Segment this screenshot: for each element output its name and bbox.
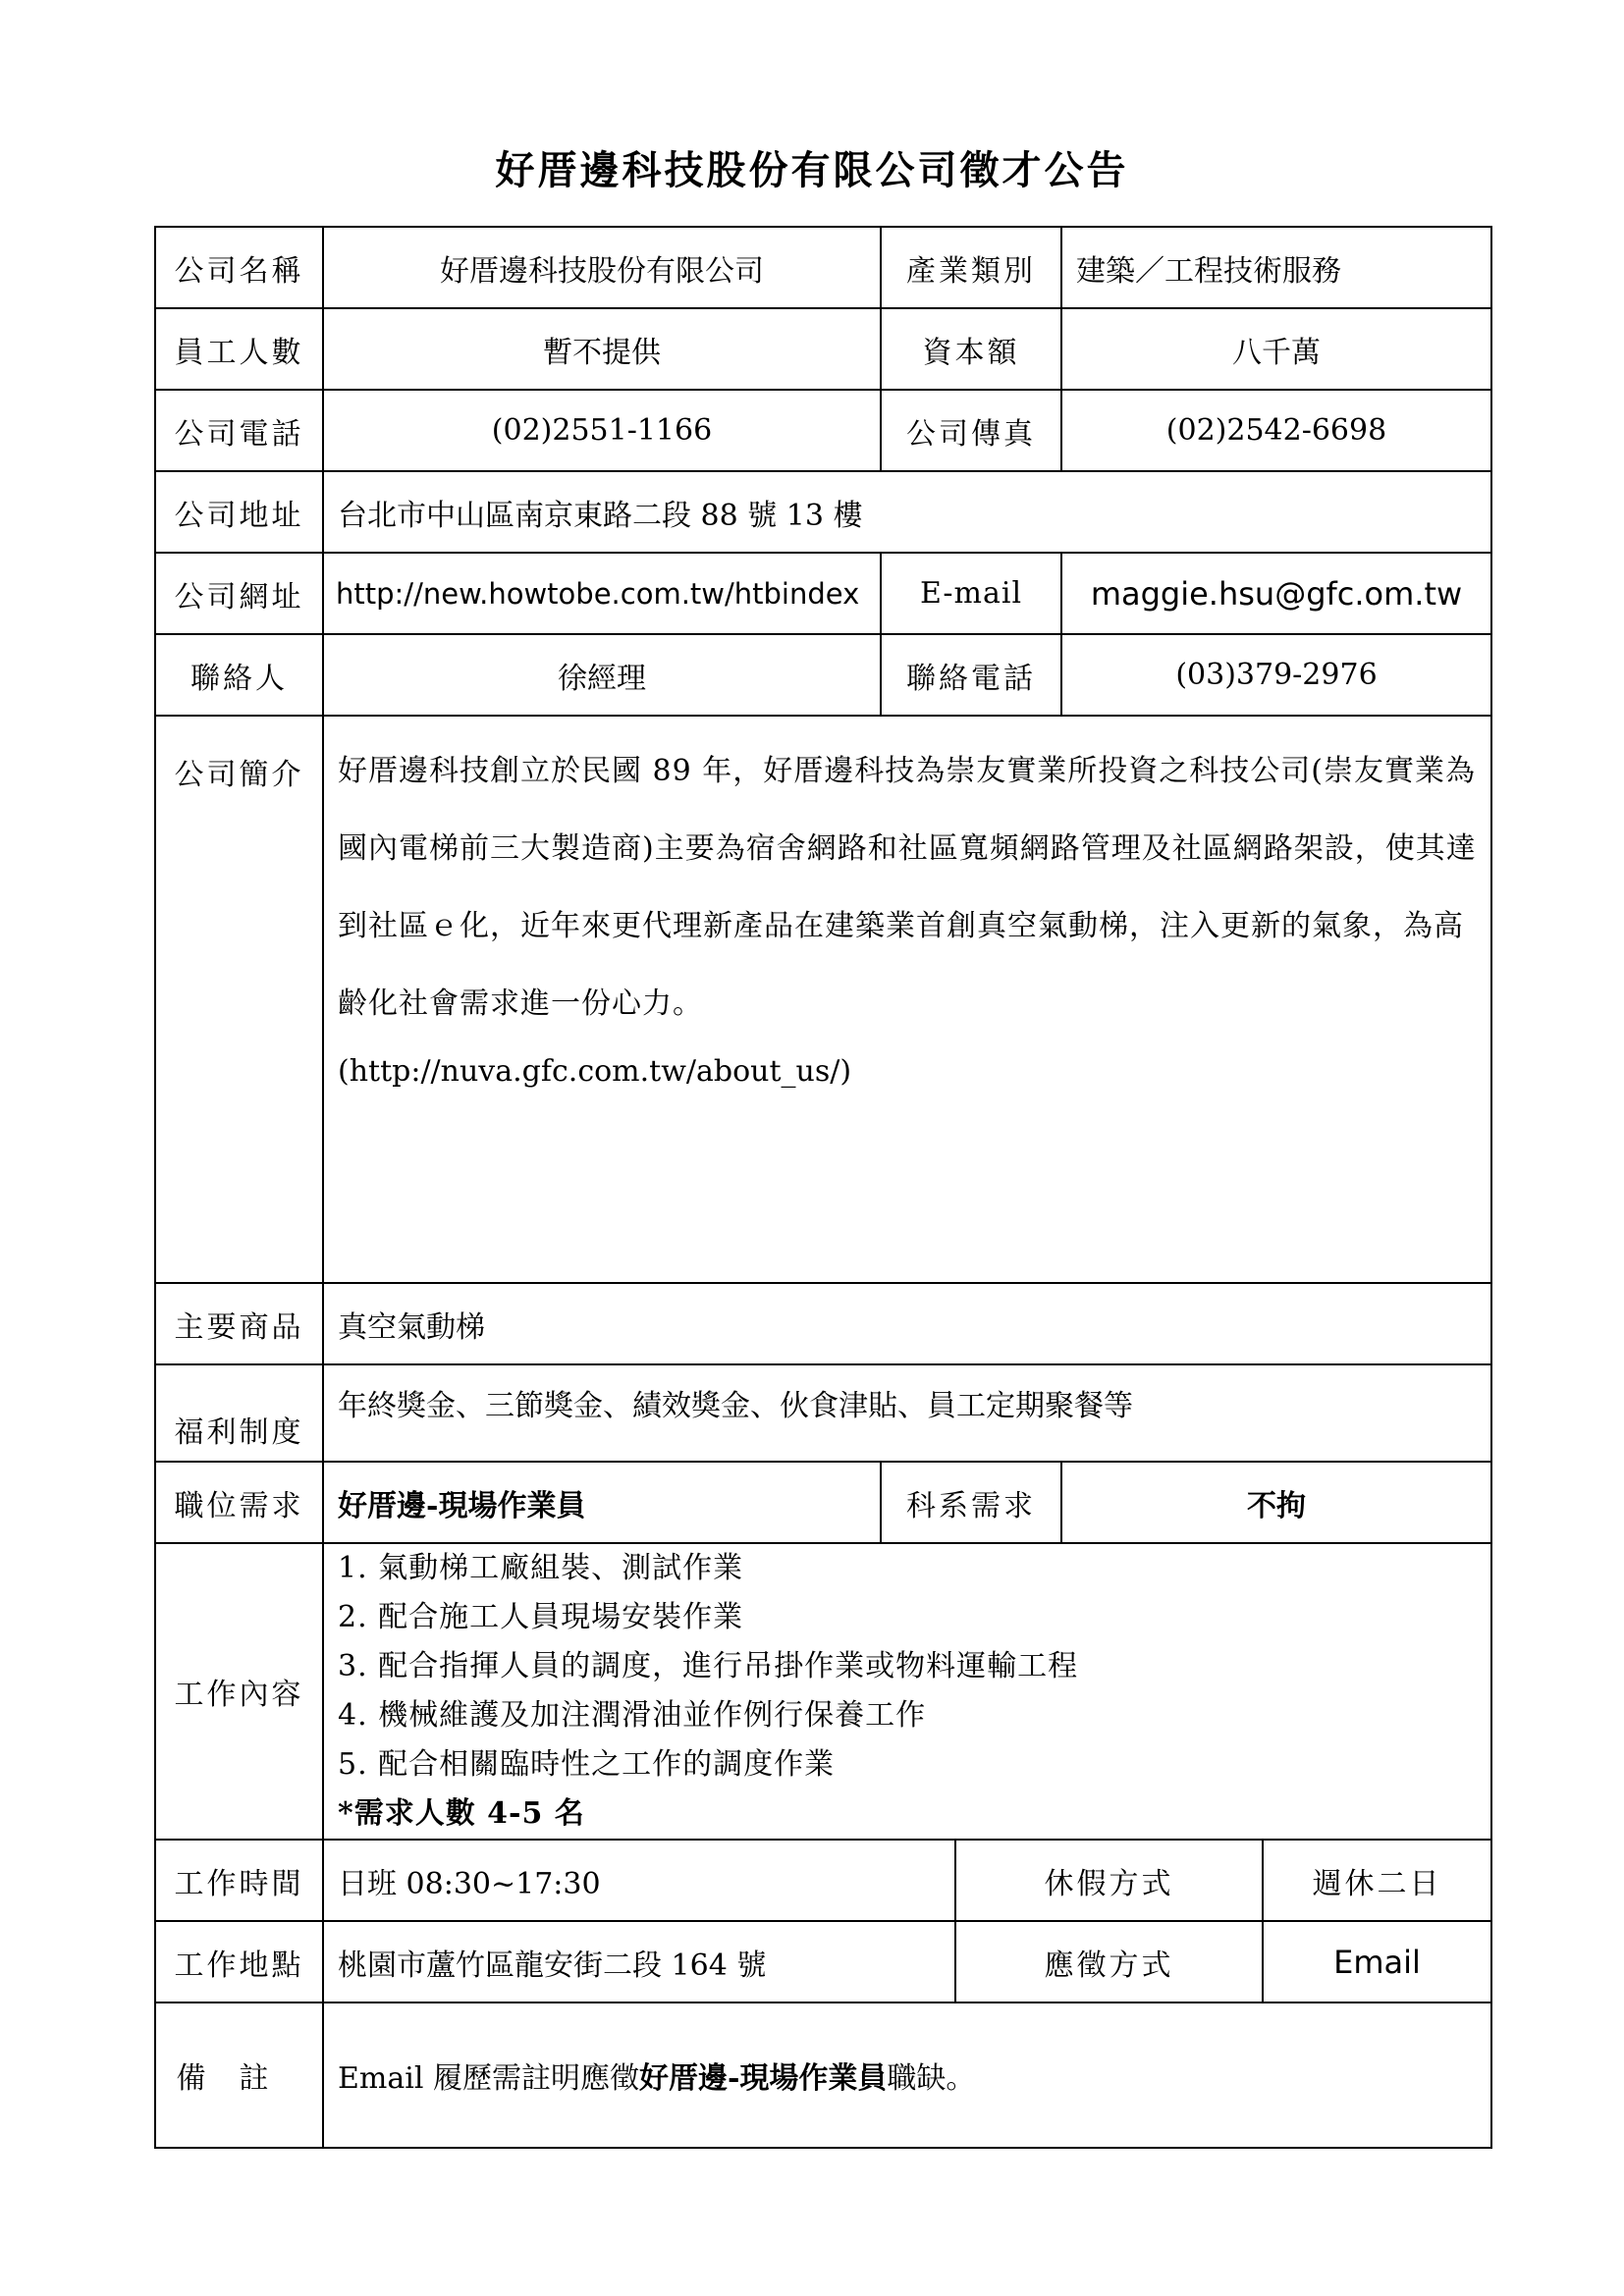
leave-value: 週休二日 <box>1263 1840 1491 1921</box>
row-company-name <box>155 227 1491 308</box>
duty-item: 5. 配合相關臨時性之工作的調度作業 <box>338 1747 836 1782</box>
duties-label: 工作內容 <box>155 1543 323 1840</box>
intro-cell <box>323 716 1491 1283</box>
row-benefits <box>155 1364 1491 1462</box>
industry-value: 建築／工程技術服務 <box>1061 227 1491 308</box>
website-link[interactable]: http://new.howtobe.com.tw/htbindex <box>323 553 881 634</box>
intro-label: 公司簡介 <box>155 716 323 1283</box>
leave-label: 休假方式 <box>955 1840 1263 1921</box>
headcount-note: *需求人數 4-5 名 <box>338 1796 585 1831</box>
note-label-cell <box>155 2002 323 2148</box>
note-position: 好厝邊-現場作業員 <box>638 2061 888 2096</box>
position-label: 職位需求 <box>155 1462 323 1543</box>
row-contact <box>155 634 1491 716</box>
products-value: 真空氣動梯 <box>323 1283 1491 1364</box>
company-name-value: 好厝邊科技股份有限公司 <box>323 227 881 308</box>
contact-phone-value: (03)379-2976 <box>1061 634 1491 716</box>
duties-cell <box>323 1543 1491 1840</box>
job-posting-table <box>154 226 1492 2149</box>
row-hours <box>155 1840 1491 1921</box>
duty-item: 1. 氣動梯工廠組裝、測試作業 <box>338 1551 744 1585</box>
hours-value: 日班 08:30~17:30 <box>323 1840 955 1921</box>
phone-value: (02)2551-1166 <box>323 390 881 471</box>
duty-item: 4. 機械維護及加注潤滑油並作例行保養工作 <box>338 1698 927 1733</box>
row-website <box>155 553 1491 634</box>
position-value: 好厝邊-現場作業員 <box>323 1462 881 1543</box>
row-note <box>155 2002 1491 2148</box>
dept-value: 不拘 <box>1061 1462 1491 1543</box>
email-label: E-mail <box>881 553 1061 634</box>
contact-label: 聯絡人 <box>155 634 323 716</box>
company-intro-link[interactable]: (http://nuva.gfc.com.tw/about_us/) <box>338 1054 852 1089</box>
row-duties <box>155 1543 1491 1840</box>
products-label: 主要商品 <box>155 1283 323 1364</box>
contact-value: 徐經理 <box>323 634 881 716</box>
employees-label: 員工人數 <box>155 308 323 390</box>
row-intro <box>155 716 1491 1283</box>
row-address <box>155 471 1491 553</box>
capital-value: 八千萬 <box>1061 308 1491 390</box>
company-name-label: 公司名稱 <box>155 227 323 308</box>
apply-label: 應徵方式 <box>955 1921 1263 2002</box>
row-phone <box>155 390 1491 471</box>
fax-value: (02)2542-6698 <box>1061 390 1491 471</box>
location-value: 桃園市蘆竹區龍安街二段 164 號 <box>323 1921 955 2002</box>
benefits-value: 年終獎金、三節獎金、績效獎金、伙食津貼、員工定期聚餐等 <box>323 1364 1491 1462</box>
employees-value: 暫不提供 <box>323 308 881 390</box>
phone-label: 公司電話 <box>155 390 323 471</box>
email-link[interactable]: maggie.hsu@gfc.om.tw <box>1061 553 1491 634</box>
row-position <box>155 1462 1491 1543</box>
note-prefix: Email 履歷需註明應徵 <box>338 2061 639 2096</box>
dept-label: 科系需求 <box>881 1462 1061 1543</box>
apply-value: Email <box>1263 1921 1491 2002</box>
industry-label: 產業類別 <box>881 227 1061 308</box>
website-label: 公司網址 <box>155 553 323 634</box>
hours-label: 工作時間 <box>155 1840 323 1921</box>
location-label: 工作地點 <box>155 1921 323 2002</box>
duty-item: 3. 配合指揮人員的調度，進行吊掛作業或物料運輸工程 <box>338 1649 1079 1683</box>
capital-label: 資本額 <box>881 308 1061 390</box>
note-suffix: 職缺。 <box>887 2061 976 2096</box>
address-label: 公司地址 <box>155 471 323 553</box>
row-employees <box>155 308 1491 390</box>
row-location <box>155 1921 1491 2002</box>
contact-phone-label: 聯絡電話 <box>881 634 1061 716</box>
fax-label: 公司傳真 <box>881 390 1061 471</box>
company-intro-text: 好厝邊科技創立於民國 89 年，好厝邊科技為崇友實業所投資之科技公司(崇友實業為國內電梯前三大製造商)主要為宿舍網路和社區寬頻網路管理及社區網路架設，使其達到社區ｅ化，近年來更代理新產品在建築業首創真空氣動梯，注入更新的氣象，為高齡化社會需求進一份心力。 <box>338 754 1477 1021</box>
page-title: 好厝邊科技股份有限公司徵才公告 <box>495 147 1129 193</box>
note-value <box>323 2002 1491 2148</box>
benefits-label: 福利制度 <box>155 1364 323 1462</box>
address-value: 台北市中山區南京東路二段 88 號 13 樓 <box>323 471 1491 553</box>
note-label: 備註 <box>176 2061 302 2096</box>
row-products <box>155 1283 1491 1364</box>
duty-item: 2. 配合施工人員現場安裝作業 <box>338 1600 744 1634</box>
